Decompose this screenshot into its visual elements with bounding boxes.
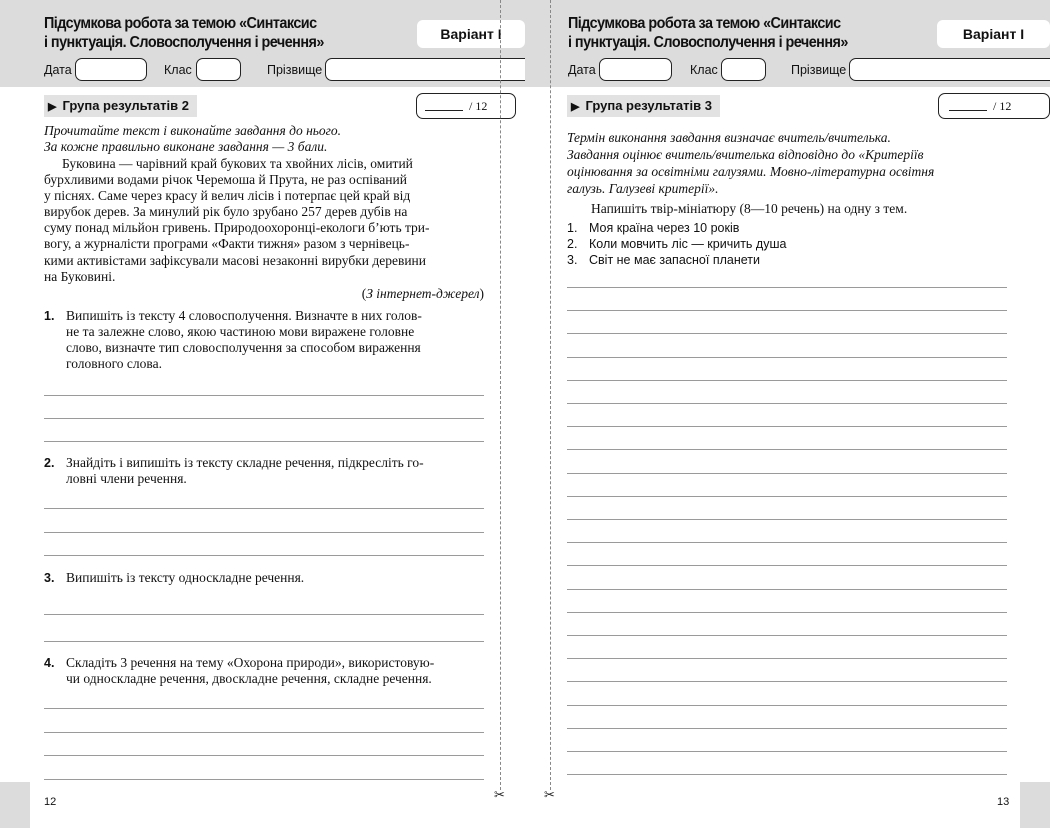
text-line: вирубок дерев. За минулий рік було зрубано 257 дерев дубів на xyxy=(44,204,408,220)
answer-line[interactable] xyxy=(567,496,1007,497)
right-cut-line xyxy=(550,0,551,790)
left-group-label xyxy=(44,95,197,117)
task-number: 2. xyxy=(44,456,55,470)
right-variant-badge: Варіант І xyxy=(937,20,1050,48)
left-cut-line xyxy=(500,0,501,790)
task-line: Знайдіть і випишіть із тексту складне речення, підкресліть го- xyxy=(66,455,424,470)
answer-line[interactable] xyxy=(567,565,1007,566)
right-instr-line3: оцінювання за освітніми галузями. Мовно-літературна освітня xyxy=(567,164,935,179)
answer-line[interactable] xyxy=(567,473,1007,474)
left-score-blank xyxy=(425,110,463,111)
right-title-line1: Підсумкова робота за темою «Синтаксис xyxy=(568,15,841,32)
left-page-title xyxy=(44,14,422,52)
text-line: у піснях. Саме через красу й велич лісів і потерпає цей край від xyxy=(44,188,411,204)
answer-line[interactable] xyxy=(44,708,484,709)
task-line: Випишіть із тексту 4 словосполучення. Визначте в них голов- xyxy=(66,308,422,323)
left-corner-tab xyxy=(0,782,30,828)
right-title-line2: і пунктуація. Словосполучення і речення» xyxy=(568,34,848,51)
answer-line[interactable] xyxy=(567,426,1007,427)
right-group-text: Група результатів 3 xyxy=(585,98,712,113)
right-page xyxy=(525,0,1050,828)
right-prompt: Напишіть твір-мініатюру (8—10 речень) на одну з тем. xyxy=(591,201,908,216)
left-date-field[interactable] xyxy=(75,58,147,81)
task-line: Випишіть із тексту односкладне речення. xyxy=(66,570,305,585)
right-page-number: 13 xyxy=(997,796,1010,808)
answer-line[interactable] xyxy=(44,779,484,780)
right-instr-line4: галузь. Галузеві критерії». xyxy=(567,181,719,196)
triangle-right-icon: ▶ xyxy=(48,101,57,113)
left-reading-text xyxy=(44,156,484,285)
task-line: чи односкладне речення, двоскладне речення, складне речення. xyxy=(66,671,432,687)
answer-line[interactable] xyxy=(44,614,484,615)
scissors-icon: ✂ xyxy=(544,787,555,802)
right-date-label: Дата xyxy=(568,63,596,77)
answer-line[interactable] xyxy=(567,542,1007,543)
right-class-field[interactable] xyxy=(721,58,766,81)
topic-number: 2. xyxy=(567,237,578,251)
right-page-title xyxy=(568,14,946,52)
answer-line[interactable] xyxy=(44,418,484,419)
left-instr-line1: Прочитайте текст і виконайте завдання до нього. xyxy=(44,123,342,138)
answer-line[interactable] xyxy=(44,732,484,733)
right-score-box[interactable] xyxy=(938,93,1050,119)
right-corner-tab xyxy=(1020,782,1050,828)
topic-number: 1. xyxy=(567,221,578,235)
topic-item xyxy=(567,220,1007,236)
answer-line[interactable] xyxy=(44,555,484,556)
answer-line[interactable] xyxy=(567,658,1007,659)
answer-line[interactable] xyxy=(567,589,1007,590)
text-line: суму понад мільйон гривень. Природоохоронці-екологи б’ють три- xyxy=(44,220,430,236)
right-group-label xyxy=(567,95,720,117)
answer-line[interactable] xyxy=(44,508,484,509)
right-instr-line2: Завдання оцінює вчитель/вчителька відповідно до «Критеріїв xyxy=(567,147,924,162)
answer-line[interactable] xyxy=(567,705,1007,706)
left-variant-badge: Варіант І xyxy=(417,20,525,48)
answer-line[interactable] xyxy=(567,287,1007,288)
answer-line[interactable] xyxy=(567,380,1007,381)
topic-text: Коли мовчить ліс — кричить душа xyxy=(589,237,787,251)
topic-text: Світ не має запасної планети xyxy=(589,253,760,267)
right-surname-field[interactable] xyxy=(849,58,1050,81)
task-number: 1. xyxy=(44,309,55,323)
answer-line[interactable] xyxy=(567,751,1007,752)
left-instr-line2: За кожне правильно виконане завдання — 3 бали. xyxy=(44,139,328,154)
triangle-right-icon: ▶ xyxy=(571,101,580,113)
task-line: головного слова. xyxy=(66,356,162,372)
left-class-label: Клас xyxy=(164,63,192,77)
task-2 xyxy=(44,455,484,487)
answer-line[interactable] xyxy=(567,635,1007,636)
answer-line[interactable] xyxy=(567,612,1007,613)
left-score-box[interactable] xyxy=(416,93,516,119)
answer-line[interactable] xyxy=(567,681,1007,682)
answer-line[interactable] xyxy=(567,310,1007,311)
task-number: 4. xyxy=(44,656,55,670)
left-group-text: Група результатів 2 xyxy=(62,98,189,113)
task-line: слово, визначте тип словосполучення за способом вираження xyxy=(66,340,421,356)
left-source-note: (З інтернет-джерел) xyxy=(361,286,484,301)
answer-line[interactable] xyxy=(567,728,1007,729)
task-line: ловні члени речення. xyxy=(66,471,187,487)
right-instructions xyxy=(567,129,1007,197)
task-line: не та залежне слово, якою частиною мови виражене головне xyxy=(66,324,415,340)
left-surname-field[interactable] xyxy=(325,58,525,81)
answer-line[interactable] xyxy=(44,441,484,442)
task-4 xyxy=(44,655,484,687)
topic-number: 3. xyxy=(567,253,578,267)
left-score-text: / 12 xyxy=(469,99,488,113)
left-instructions xyxy=(44,123,341,155)
topic-item xyxy=(567,252,1007,268)
task-1 xyxy=(44,308,484,372)
text-line: вогу, а журналісти програми «Факти тижня» разом з чернівець- xyxy=(44,236,410,252)
answer-line[interactable] xyxy=(567,449,1007,450)
task-number: 3. xyxy=(44,571,55,585)
topic-text: Моя країна через 10 років xyxy=(589,221,740,235)
answer-line[interactable] xyxy=(567,519,1007,520)
text-line: Буковина — чарівний край букових та хвойних лісів, омитий xyxy=(62,156,413,171)
left-class-field[interactable] xyxy=(196,58,241,81)
left-title-line1: Підсумкова робота за темою «Синтаксис xyxy=(44,15,317,32)
answer-line[interactable] xyxy=(567,357,1007,358)
task-line: Складіть 3 речення на тему «Охорона природи», використовую- xyxy=(66,655,435,670)
answer-line[interactable] xyxy=(567,403,1007,404)
scissors-icon: ✂ xyxy=(494,787,505,802)
left-surname-label: Прізвище xyxy=(267,63,323,77)
answer-line[interactable] xyxy=(44,395,484,396)
right-date-field[interactable] xyxy=(599,58,672,81)
answer-line[interactable] xyxy=(44,641,484,642)
right-score-blank xyxy=(949,110,987,111)
left-date-label: Дата xyxy=(44,63,72,77)
right-class-label: Клас xyxy=(690,63,718,77)
topic-item xyxy=(567,236,1007,252)
topic-list xyxy=(567,220,1007,268)
right-instr-line1: Термін виконання завдання визначає вчитель/вчителька. xyxy=(567,130,891,145)
text-line: бурхливими водами річок Черемоша й Прута, не раз оспіваний xyxy=(44,172,407,188)
left-source-text: З інтернет-джерел xyxy=(366,286,480,301)
answer-line[interactable] xyxy=(44,532,484,533)
text-line: на Буковині. xyxy=(44,268,116,284)
answer-line[interactable] xyxy=(44,755,484,756)
task-3 xyxy=(44,570,484,586)
right-surname-label: Прізвище xyxy=(791,63,847,77)
left-page-number: 12 xyxy=(44,796,57,808)
text-line: кими активістами зафіксували масові незаконні вирубки деревини xyxy=(44,252,427,268)
right-score-text: / 12 xyxy=(993,99,1012,113)
answer-line[interactable] xyxy=(567,774,1007,775)
left-title-line2: і пунктуація. Словосполучення і речення» xyxy=(44,34,324,51)
answer-line[interactable] xyxy=(567,333,1007,334)
